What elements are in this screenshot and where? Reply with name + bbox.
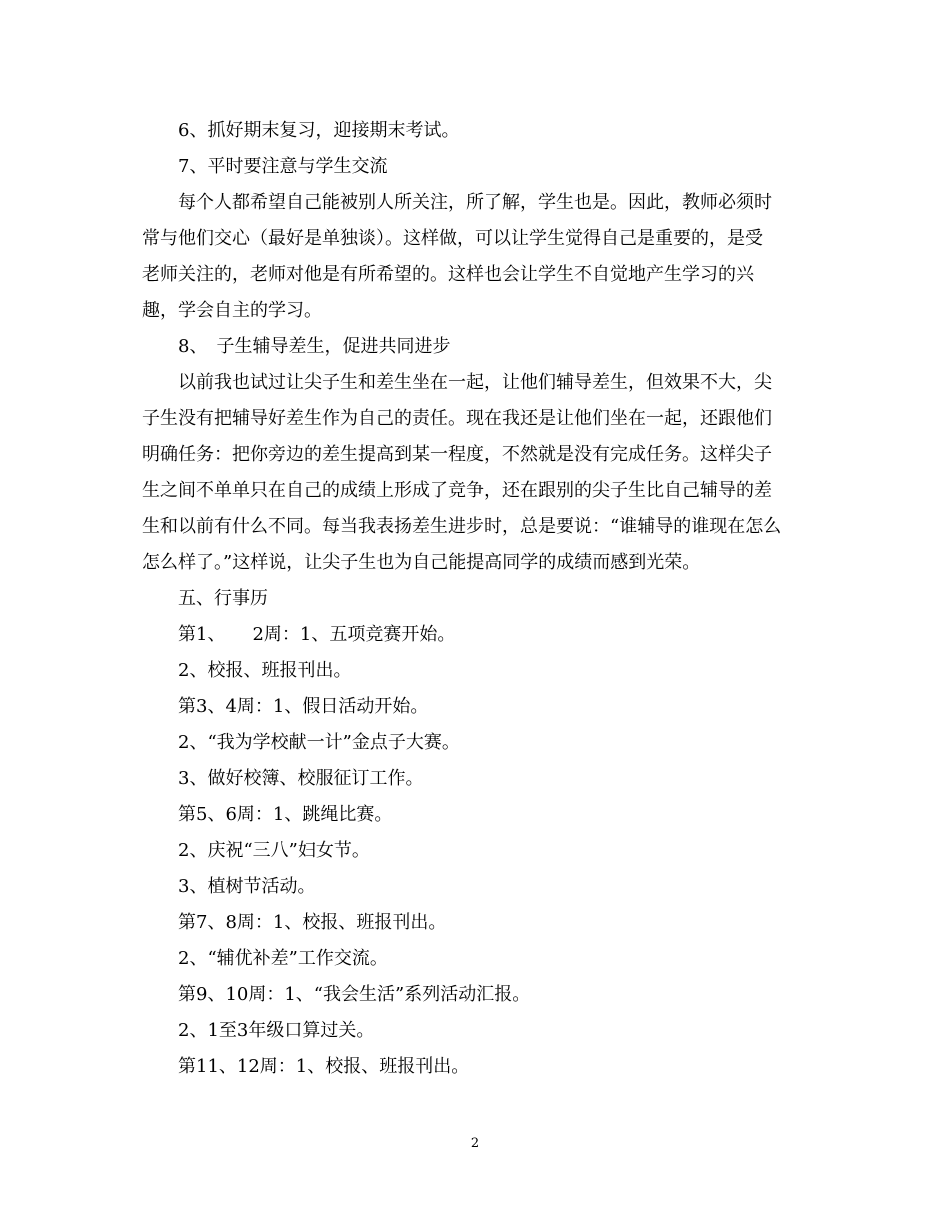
section-heading: 8、 子生辅导差生，促进共同进步 xyxy=(178,336,451,357)
schedule-line: 第5、6周：1、跳绳比赛。 xyxy=(178,804,393,825)
schedule-line: 2、“我为学校献一计”金点子大赛。 xyxy=(178,732,460,753)
section-heading: 7、平时要注意与学生交流 xyxy=(178,156,388,177)
schedule-line: 第11、12周：1、校报、班报刊出。 xyxy=(178,1056,470,1077)
paragraph-line: 怎么样了。”这样说，让尖子生也为自己能提高同学的成绩而感到光荣。 xyxy=(142,552,701,573)
schedule-line: 3、做好校簿、校服征订工作。 xyxy=(178,768,424,789)
paragraph xyxy=(142,185,810,329)
schedule-line: 第3、4周：1、假日活动开始。 xyxy=(178,696,429,717)
paragraph-line: 常与他们交心（最好是单独谈）。这样做，可以让学生觉得自己是重要的，是受 xyxy=(142,228,763,249)
paragraph xyxy=(142,365,810,581)
paragraph-line: 以前我也试过让尖子生和差生坐在一起，让他们辅导差生，但效果不大，尖 xyxy=(178,372,772,393)
schedule-line: 第9、10周：1、“我会生活”系列活动汇报。 xyxy=(178,984,531,1005)
schedule-line: 3、植树节活动。 xyxy=(178,876,316,897)
paragraph-line: 老师关注的，老师对他是有所希望的。这样也会让学生不自觉地产生学习的兴 xyxy=(142,264,754,285)
paragraph-line: 趣，学会自主的学习。 xyxy=(142,300,322,321)
schedule-line: 第7、8周：1、校报、班报刊出。 xyxy=(178,912,447,933)
schedule-line: 第1、 2周：1、五项竞赛开始。 xyxy=(178,624,456,645)
schedule-line: 2、1至3年级口算过关。 xyxy=(178,1020,375,1041)
schedule-line: 2、“辅优补差”工作交流。 xyxy=(178,948,388,969)
paragraph-line: 生和以前有什么不同。每当我表扬差生进步时，总是要说：“谁辅导的谁现在怎么 xyxy=(142,516,782,537)
schedule-line: 2、庆祝“三八”妇女节。 xyxy=(178,840,370,861)
document-body xyxy=(142,113,810,1085)
section-heading: 五、行事历 xyxy=(178,588,268,609)
paragraph-line: 生之间不单单只在自己的成绩上形成了竞争，还在跟别的尖子生比自己辅导的差 xyxy=(142,480,772,501)
paragraph-line: 子生没有把辅导好差生作为自己的责任。现在我还是让他们坐在一起，还跟他们 xyxy=(142,408,772,429)
schedule-line: 2、校报、班报刊出。 xyxy=(178,660,352,681)
paragraph-line: 每个人都希望自己能被别人所关注，所了解，学生也是。因此，教师必须时 xyxy=(178,192,772,213)
text-line: 6、抓好期末复习，迎接期末考试。 xyxy=(178,120,460,141)
page-number: 2 xyxy=(470,1136,480,1151)
paragraph-line: 明确任务：把你旁边的差生提高到某一程度，不然就是没有完成任务。这样尖子 xyxy=(142,444,772,465)
